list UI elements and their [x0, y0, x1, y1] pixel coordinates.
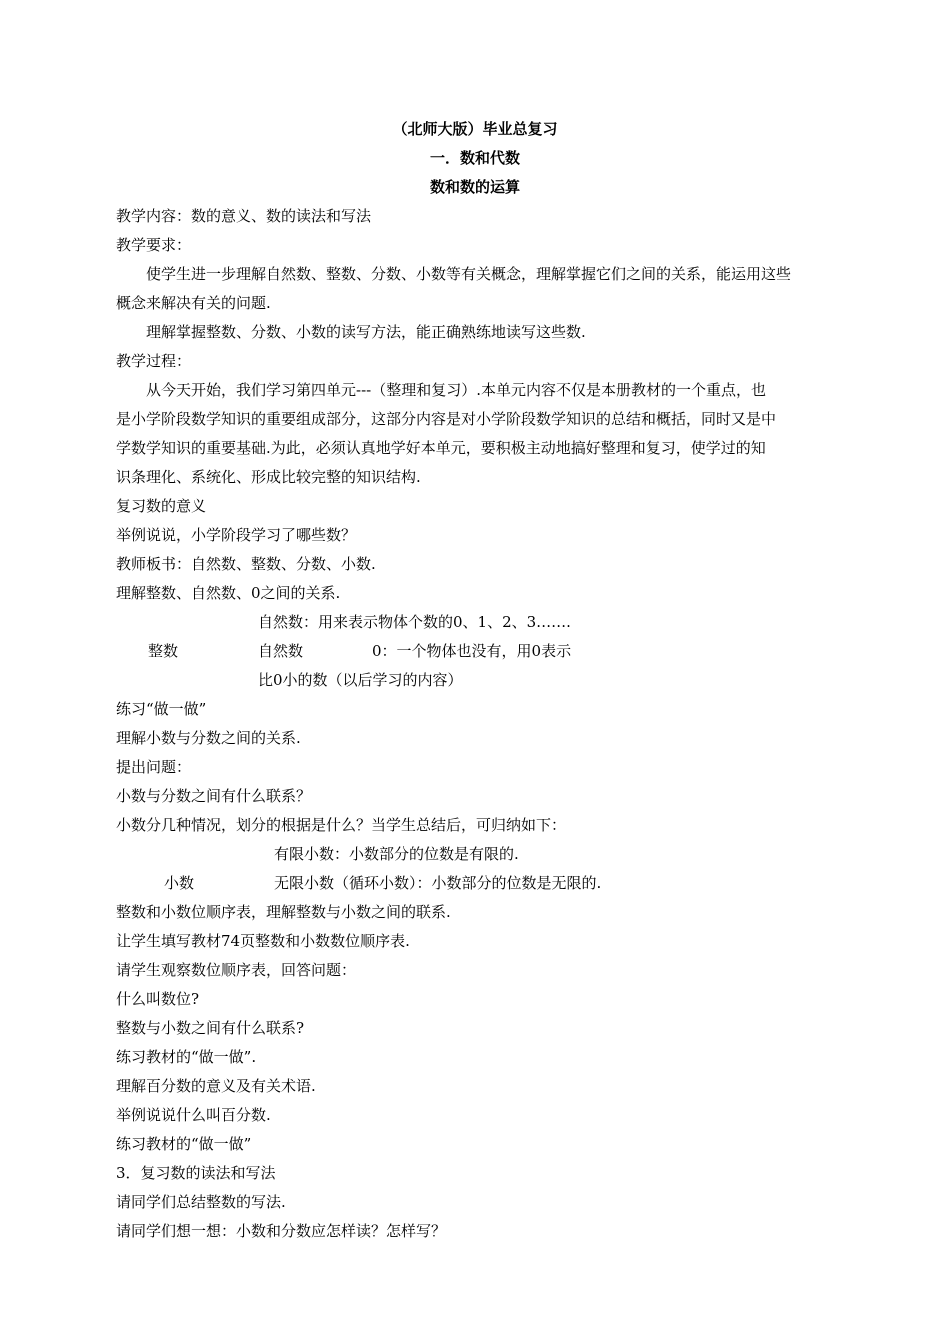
infinite-decimal-definition: 无限小数（循环小数）：小数部分的位数是无限的.	[274, 874, 602, 892]
process-paragraph-line-1: 从今天开始，我们学习第四单元---（整理和复习）.本单元内容不仅是本册教材的一个重点，也	[146, 381, 766, 399]
natural-number-definition: 自然数：用来表示物体个数的0、1、2、3…….	[258, 613, 571, 631]
text-line: 教师板书：自然数、整数、分数、小数.	[116, 555, 376, 573]
requirement-paragraph-1: 使学生进一步理解自然数、整数、分数、小数等有关概念，理解掌握它们之间的关系，能运用这些	[146, 265, 792, 283]
text-line: 理解百分数的意义及有关术语.	[116, 1077, 316, 1095]
text-line: 练习教材的“做一做”.	[116, 1048, 257, 1066]
text-line: 整数与小数之间有什么联系?	[116, 1019, 305, 1037]
finite-decimal-definition: 有限小数：小数部分的位数是有限的.	[274, 845, 519, 863]
text-line: 小数与分数之间有什么联系？	[116, 787, 312, 805]
integer-label: 整数	[148, 642, 179, 660]
requirement-paragraph-1-cont: 概念来解决有关的问题.	[116, 294, 271, 312]
main-title: （北师大版）毕业总复习	[392, 120, 558, 138]
text-line: 练习“做一做”	[116, 700, 207, 718]
process-paragraph-line-4: 识条理化、系统化、形成比较完整的知识结构.	[116, 468, 421, 486]
section-title: 一．数和代数	[429, 149, 520, 167]
text-line: 理解整数、自然数、0之间的关系.	[116, 584, 341, 602]
text-line: 练习教材的“做一做”	[116, 1135, 252, 1153]
review-meaning-heading: 复习数的意义	[116, 497, 207, 515]
text-line: 理解小数与分数之间的关系.	[116, 729, 301, 747]
decimal-label: 小数	[164, 874, 195, 892]
process-paragraph-line-2: 是小学阶段数学知识的重要组成部分，这部分内容是对小学阶段数学知识的总结和概括，同时又是中	[116, 410, 777, 428]
teaching-requirements-label: 教学要求：	[116, 236, 192, 254]
text-line: 请同学们想一想：小数和分数应怎样读？怎样写？	[116, 1222, 447, 1240]
text-line: 什么叫数位?	[116, 990, 200, 1008]
teaching-content: 教学内容：数的意义、数的读法和写法	[116, 207, 372, 225]
requirement-paragraph-2: 理解掌握整数、分数、小数的读写方法，能正确熟练地读写这些数.	[146, 323, 586, 341]
text-line: 整数和小数位顺序表，理解整数与小数之间的联系.	[116, 903, 451, 921]
text-line: 举例说说什么叫百分数.	[116, 1106, 271, 1124]
text-line: 提出问题：	[116, 758, 192, 776]
process-paragraph-line-3: 学数学知识的重要基础.为此，必须认真地学好本单元，要积极主动地搞好整理和复习，使学过的知	[116, 439, 766, 457]
text-line: 请学生观察数位顺序表，回答问题：	[116, 961, 357, 979]
text-line: 举例说说，小学阶段学习了哪些数？	[116, 526, 357, 544]
text-line: 小数分几种情况，划分的根据是什么？当学生总结后，可归纳如下：	[116, 816, 567, 834]
text-line: 让学生填写教材74页整数和小数数位顺序表.	[116, 932, 410, 950]
zero-definition: 0：一个物体也没有，用0表示	[372, 642, 572, 660]
section-3-heading: 3．复习数的读法和写法	[116, 1164, 276, 1182]
subsection-title: 数和数的运算	[429, 178, 520, 196]
negative-number-note: 比0小的数（以后学习的内容）	[258, 671, 463, 689]
text-line: 请同学们总结整数的写法.	[116, 1193, 286, 1211]
teaching-process-label: 教学过程：	[116, 352, 192, 370]
natural-number-label: 自然数	[258, 642, 304, 660]
